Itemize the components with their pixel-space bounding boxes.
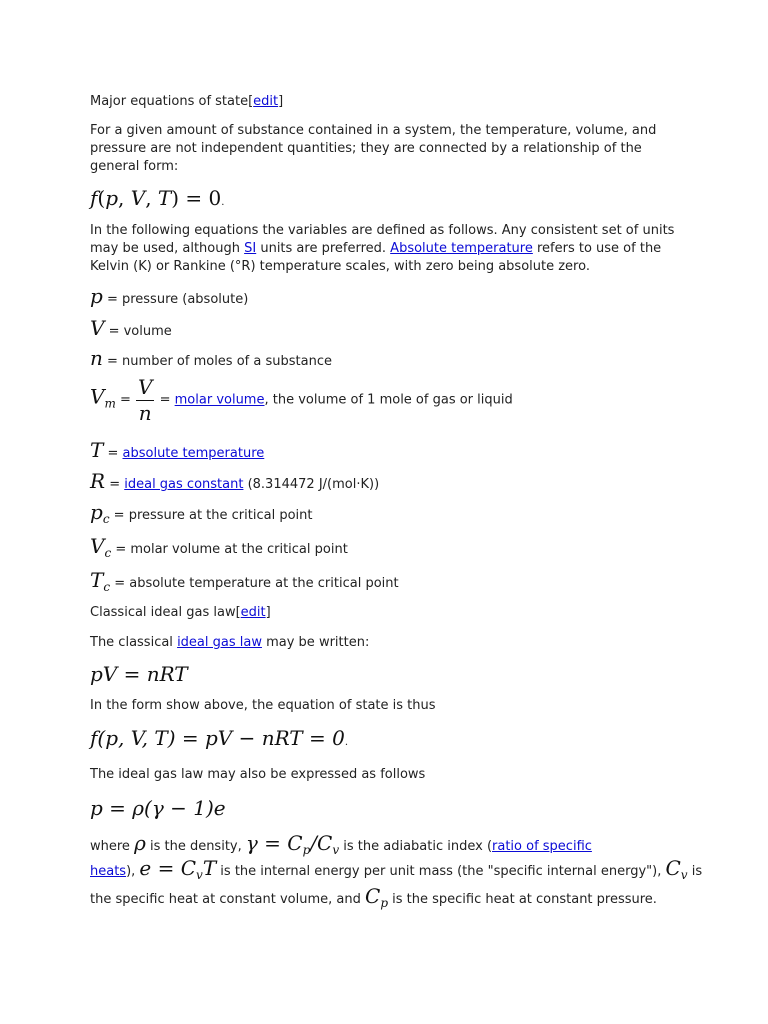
intro-paragraph: For a given amount of substance contained in a system, the temperature, volume, and pressure are not independent quantities; they are connected by a relationship of the general form: xyxy=(90,123,657,174)
energy-definition: $e = C_vT$ xyxy=(139,856,217,882)
section-heading-equations-of-state: Major equations of state[edit] xyxy=(90,94,284,109)
alternate-form-paragraph: The ideal gas law may also be expressed as follows xyxy=(90,767,426,782)
form-paragraph: In the form show above, the equation of state is thus xyxy=(90,698,436,713)
definition-Vm: $V_m$ = $\frac{V}{n}$ = molar volume, the volume of 1 mole of gas or liquid xyxy=(90,375,513,425)
si-link[interactable]: SI xyxy=(244,241,257,256)
absolute-temperature-link[interactable]: Absolute temperature xyxy=(390,241,533,256)
state-function-equation: f(p, V, T) = pV − nRT = 0. xyxy=(90,726,349,750)
definition-V: V = volume xyxy=(90,316,172,340)
ideal-gas-equation: pV = nRT xyxy=(90,662,188,686)
definition-pc: $p_c$ = pressure at the critical point xyxy=(90,500,313,526)
absolute-temperature-def-link[interactable]: absolute temperature xyxy=(122,446,265,461)
ratio-of-specific-heats-link-cont[interactable]: heats xyxy=(90,864,127,879)
fraction-V-over-n: $\frac{V}{n}$ xyxy=(138,375,153,425)
ideal-gas-law-link[interactable]: ideal gas law xyxy=(177,635,262,650)
definition-p: p = pressure (absolute) xyxy=(90,284,249,308)
definition-n: n = number of moles of a substance xyxy=(90,346,332,370)
section-heading-ideal-gas-law: Classical ideal gas law[edit] xyxy=(90,605,271,620)
definition-R: R = ideal gas constant (8.314472 J/(mol·K)) xyxy=(90,469,380,493)
definition-T: T = absolute temperature xyxy=(90,438,265,462)
ratio-of-specific-heats-link[interactable]: ratio of specific xyxy=(492,839,592,854)
variables-intro-paragraph: In the following equations the variables are defined as follows. Any consistent set of units may be used, although SI units are preferred. Absolute temperature refers to use of the Kelvin (K) or Rankine (°R) temperature scales, with zero being absolute zero. xyxy=(90,223,675,274)
edit-link[interactable]: edit xyxy=(253,94,279,109)
ideal-gas-intro: The classical ideal gas law may be written: xyxy=(90,635,370,650)
cv-symbol: $C_v$ xyxy=(665,856,688,882)
ideal-gas-constant-link[interactable]: ideal gas constant xyxy=(124,477,244,492)
molar-volume-link[interactable]: molar volume xyxy=(174,392,265,408)
final-paragraph-line-2: heats), $e = C_vT$ is the internal energy per unit mass (the "specific internal energy"), $C_v$ is xyxy=(90,856,703,882)
general-form-equation: f(p, V, T) = 0. xyxy=(90,186,225,210)
cp-symbol: $C_p$ xyxy=(365,884,389,910)
gamma-definition: $\gamma = C_p/C_v$ xyxy=(245,831,340,857)
edit-link-2[interactable]: edit xyxy=(240,605,266,620)
density-form-equation: p = ρ(γ − 1)e xyxy=(90,796,226,820)
final-paragraph-line-3: the specific heat at constant volume, and $C_p$ is the specific heat at constant pressure. xyxy=(90,884,657,910)
final-paragraph-line-1: where ρ is the density, $\gamma = C_p/C_v$ is the adiabatic index (ratio of specific xyxy=(90,831,592,857)
definition-Tc: $T_c$ = absolute temperature at the critical point xyxy=(90,568,399,594)
definition-Vc: $V_c$ = molar volume at the critical point xyxy=(90,534,348,560)
